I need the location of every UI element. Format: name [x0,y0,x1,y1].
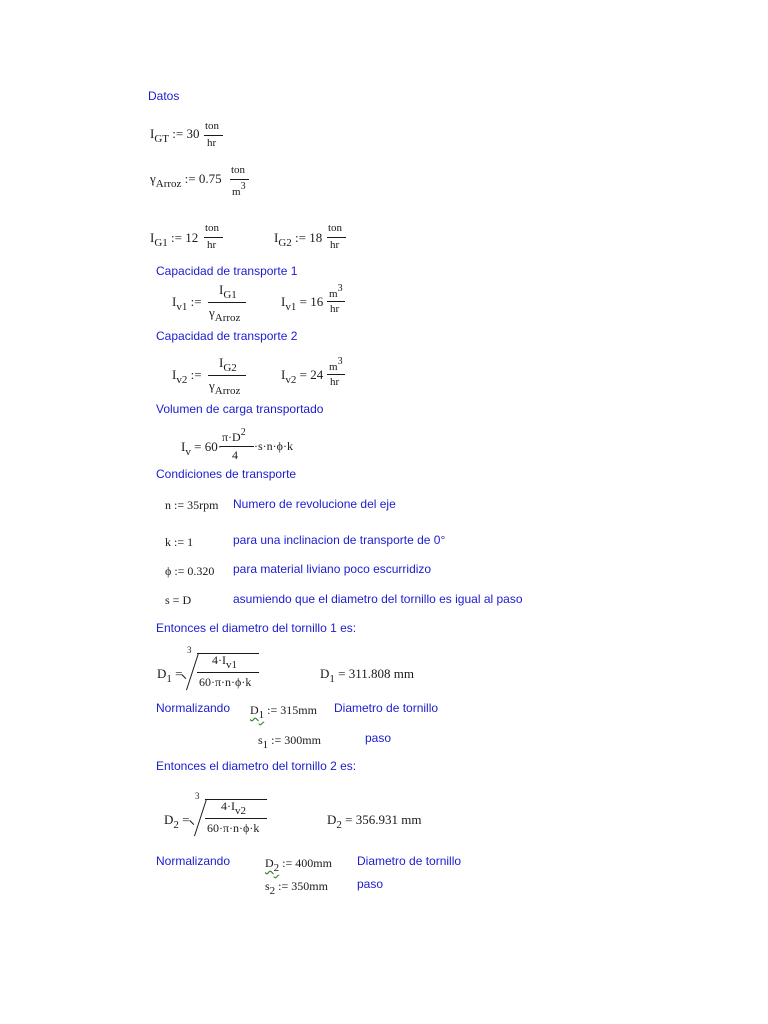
igt-subscript: GT [154,133,170,145]
d2-norm-desc: Diametro de tornillo [357,854,462,868]
d1-norm-label: Normalizando [156,701,231,715]
d2-den: 60·π·n·ϕ·k [207,821,260,835]
cond-s-expr[interactable]: s = D [165,593,192,607]
vol-tail: ·s·n·ϕ·k [254,439,293,453]
vol-den: 4 [232,448,238,462]
s2-expr[interactable]: s2 := 350mm [265,879,328,897]
igt-unit-den: hr [207,137,217,149]
iv1-res-lhs[interactable]: $I_{v1} = 16$ [281,294,324,313]
ig2-lhs[interactable]: $I_{G2}$ := 18 [274,230,323,249]
d2-radical-tick [189,820,194,825]
d1-norm-expr[interactable]: D1 := 315mm [250,703,317,721]
iv2-res-lhs[interactable]: $I_{v2} = 24$ [281,367,324,386]
d2-norm-expr[interactable]: D2 := 400mm [265,856,332,874]
cond-k-desc: para una inclinacion de transporte de 0° [233,533,446,547]
iv2-def-num: $I_{G2}$ [219,355,237,374]
d1-num: 4·Iv1 [212,653,237,671]
igt-unit-num: ton [205,120,220,132]
iv1-res-unit-num: m3 [329,283,343,300]
cond-phi-expr[interactable]: ϕ := 0.320 [165,564,215,578]
iv2-def-den: $\gamma_{Arroz}$ [209,378,241,397]
d2-intro: Entonces el diametro del tornillo 2 es: [156,759,357,773]
iv2-res-unit-den: hr [330,376,340,388]
iv1-def-lhs[interactable]: $I_{v1}$ := [172,294,202,313]
d1-den: 60·π·n·ϕ·k [199,675,252,689]
d1-frac-bar [197,672,259,673]
section-heading: Datos [148,89,180,103]
d2-root-index: 3 [195,791,200,801]
iv1-def-bar [208,302,246,303]
d2-result[interactable]: $D_2 = 356.931$ mm [327,812,422,831]
ig1-unit-num: ton [205,222,220,234]
gamma-lhs[interactable] [150,171,222,190]
iv1-res-unit-den: hr [330,303,340,315]
d1-root-index: 3 [187,645,192,655]
ig2-unit-den: hr [330,239,340,251]
vol-lhs[interactable]: $I_v = 60\cdot$ [181,439,223,458]
gamma-fraction-bar [230,179,249,180]
d1-result[interactable]: $D_1 = 311.808$ mm [320,666,414,685]
iv2-def-lhs[interactable]: $I_{v2}$ := [172,367,202,386]
igt-value: 30 [186,126,200,141]
s1-desc: paso [365,731,392,745]
igt-operator: := [172,126,184,141]
cap1-title: Capacidad de transporte 1 [156,264,298,278]
ig1-lhs[interactable]: $I_{G1}$ := 12 [150,230,199,249]
s1-expr[interactable]: s1 := 300mm [258,733,321,751]
cond-k-expr[interactable]: k := 1 [165,535,194,549]
iv2-res-bar [327,374,345,375]
cond-title: Condiciones de transporte [156,467,297,481]
ig1-fraction-bar [204,237,223,238]
d2-num: 4·Iv2 [221,799,246,817]
ig2-fraction-bar [327,237,346,238]
vol-bar [220,446,254,447]
ig2-unit-num: ton [328,222,343,234]
iv1-def-den: $\gamma_{Arroz}$ [209,305,241,324]
d1-intro: Entonces el diametro del tornillo 1 es: [156,621,357,635]
gamma-value: 0.75 [198,171,222,186]
d2-norm-label: Normalizando [156,854,231,868]
gamma-unit-num: ton [231,164,246,176]
iv1-def-num: $I_{G1}$ [219,282,237,301]
ig1-unit-den: hr [207,239,217,251]
vol-num: $\pi\cdot D^2$ [222,427,246,444]
gamma-symbol: γ [150,171,156,186]
igt-lhs[interactable] [150,126,199,145]
cond-n-expr[interactable]: n := 35rpm [165,498,219,512]
iv2-def-bar [208,375,246,376]
gamma-operator: := [184,171,196,186]
igt-fraction-bar [204,135,223,136]
vol-title: Volumen de carga transportado [156,402,324,416]
cap2-title: Capacidad de transporte 2 [156,329,298,343]
cond-n-desc: Numero de revolucione del eje [233,497,396,511]
d1-norm-desc: Diametro de tornillo [334,701,439,715]
iv1-res-bar [327,301,345,302]
gamma-unit-den: m3 [232,181,246,198]
cond-phi-desc: para material liviano poco escurridizo [233,562,432,576]
d1-lhs[interactable]: $D_1$ = [157,666,183,685]
cond-s-desc: asumiendo que el diametro del tornillo es igual al paso [233,592,523,606]
iv2-res-unit-num: m3 [329,356,343,373]
igt-symbol: I [150,126,155,141]
s2-desc: paso [357,877,384,891]
d2-frac-bar [205,818,267,819]
d2-lhs[interactable]: $D_2$ = [164,812,190,831]
gamma-subscript: Arroz [155,178,182,190]
